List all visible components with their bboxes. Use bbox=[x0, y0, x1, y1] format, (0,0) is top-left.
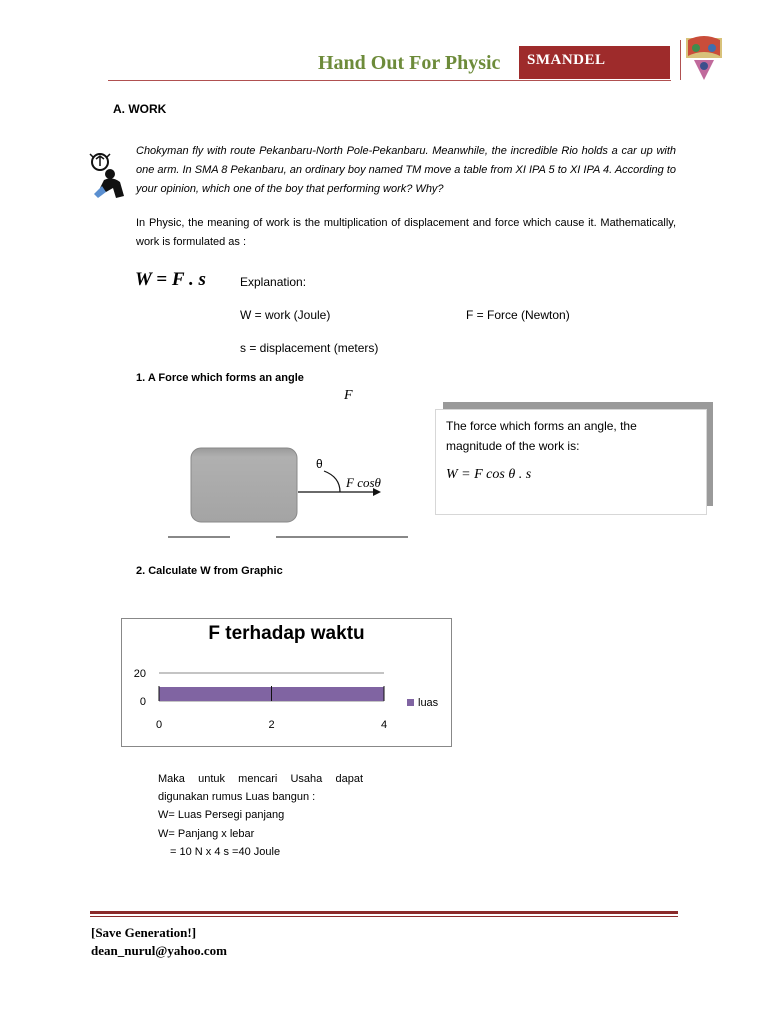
item2-title: 2. Calculate W from Graphic bbox=[136, 565, 283, 577]
document-title: Hand Out For Physic bbox=[318, 52, 501, 74]
displacement-definition-s: s = displacement (meters) bbox=[240, 341, 379, 355]
chart-plot bbox=[122, 619, 451, 746]
solution-line-1: Maka untuk mencari Usaha dapat bbox=[158, 773, 363, 785]
block-shape bbox=[191, 448, 297, 522]
item1-title: 1. A Force which forms an angle bbox=[136, 372, 304, 384]
angle-arc bbox=[324, 471, 340, 492]
solution-line-4: W= Panjang x lebar bbox=[158, 828, 255, 840]
footer-email: dean_nurul@yahoo.com bbox=[91, 943, 227, 958]
legend-swatch bbox=[407, 699, 414, 706]
header-divider bbox=[108, 80, 671, 81]
solution-line-5: = 10 N x 4 s =40 Joule bbox=[170, 846, 281, 858]
x-tick-label: 2 bbox=[268, 719, 275, 731]
work-formula: W = F . s bbox=[135, 269, 206, 290]
solution-line-3: W= Luas Persegi panjang bbox=[158, 809, 285, 821]
solution-line-2: digunakan rumus Luas bangun : bbox=[158, 791, 316, 803]
x-tick-label: 4 bbox=[380, 719, 388, 731]
footer-divider-thin bbox=[90, 916, 678, 917]
explanation-label: Explanation: bbox=[240, 275, 307, 289]
callout-formula: W = F cos θ . s bbox=[446, 467, 532, 482]
school-badge-label: SMANDEL bbox=[527, 52, 606, 68]
intro-question: Chokyman fly with route Pekanbaru-North Pole-Pekanbaru. Meanwhile, the incredible Rio holds a car up with one arm. In SMA 8 Pekanbaru, an ordinary boy named TM move a table from XI IPA 5 to XI IPA 4. According to your opinion, which one of the boy that performing work? Why? bbox=[136, 145, 676, 195]
angle-work-callout bbox=[435, 409, 707, 515]
theta-label: θ bbox=[316, 457, 323, 471]
force-label: F bbox=[344, 388, 353, 403]
callout-text: The force which forms an angle, the magnitude of the work is: bbox=[446, 419, 637, 453]
y-tick-label: 0 bbox=[139, 696, 146, 708]
force-definition-f: F = Force (Newton) bbox=[466, 308, 570, 322]
f-cos-theta-label: F cosθ bbox=[346, 475, 381, 490]
footer-divider bbox=[90, 911, 678, 914]
footer-slogan: [Save Generation!] bbox=[91, 925, 197, 940]
y-tick-label: 20 bbox=[133, 668, 146, 680]
work-definition: In Physic, the meaning of work is the multiplication of displacement and force which cause it. Mathematically, work is formulated as : bbox=[136, 217, 676, 248]
x-tick-label: 0 bbox=[155, 719, 163, 731]
thinking-person-icon bbox=[86, 152, 130, 200]
force-time-chart bbox=[121, 618, 452, 747]
force-angle-diagram bbox=[168, 445, 413, 545]
school-logo-icon bbox=[680, 34, 728, 82]
section-heading: A. WORK bbox=[113, 102, 167, 116]
work-definition-w: W = work (Joule) bbox=[240, 308, 331, 322]
school-badge bbox=[519, 46, 670, 79]
chart-title: F terhadap waktu bbox=[208, 623, 365, 644]
legend-label: luas bbox=[418, 697, 439, 709]
